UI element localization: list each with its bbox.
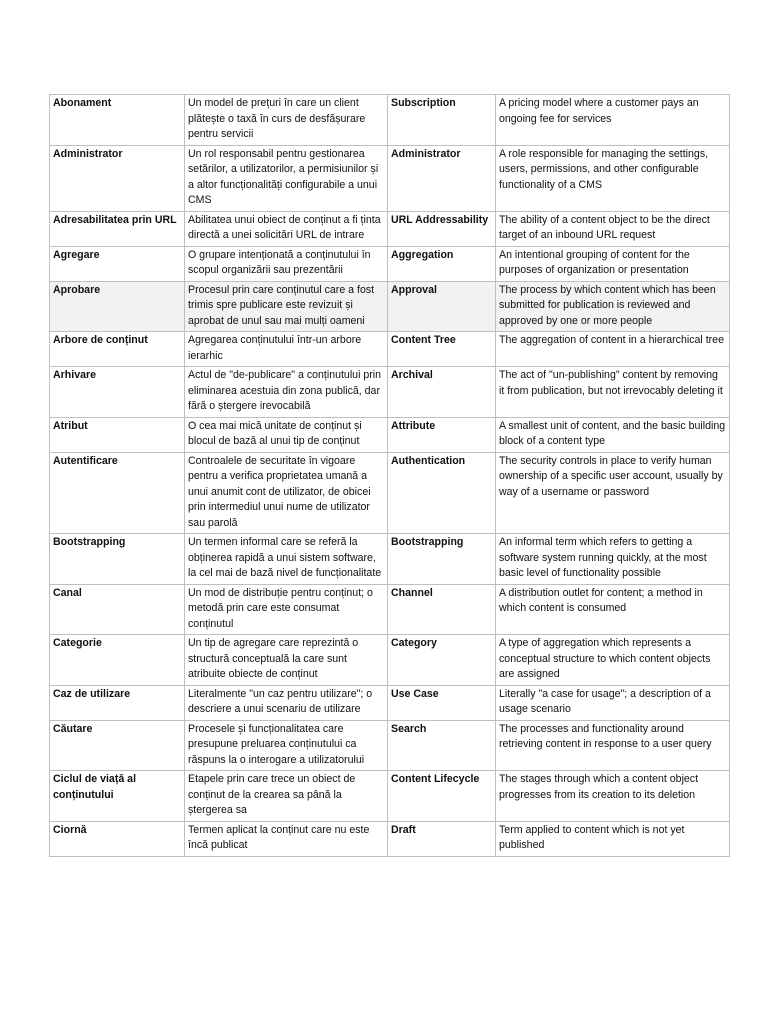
- table-row: [50, 720, 730, 771]
- ro-term-cell: Abonament: [50, 95, 185, 146]
- en-definition-cell: The process by which content which has been submitted for publication is reviewed and approved by one or more people: [496, 281, 730, 332]
- glossary-table: [49, 94, 730, 857]
- table-row: [50, 771, 730, 822]
- ro-term-cell: Administrator: [50, 145, 185, 211]
- en-definition-cell: A type of aggregation which represents a conceptual structure to which content objects are assigned: [496, 635, 730, 686]
- table-row: [50, 332, 730, 367]
- en-term-cell: Search: [388, 720, 496, 771]
- ro-term-cell: Agregare: [50, 246, 185, 281]
- en-definition-cell: Literally "a case for usage"; a description of a usage scenario: [496, 685, 730, 720]
- en-definition-cell: The processes and functionality around retrieving content in response to a user query: [496, 720, 730, 771]
- ro-term-cell: Caz de utilizare: [50, 685, 185, 720]
- ro-term-cell: Căutare: [50, 720, 185, 771]
- ro-term-cell: Autentificare: [50, 452, 185, 534]
- en-term-cell: Draft: [388, 821, 496, 856]
- ro-term-cell: Atribut: [50, 417, 185, 452]
- table-row: [50, 584, 730, 635]
- ro-definition-cell: Agregarea conținutului într-un arbore ierarhic: [185, 332, 388, 367]
- table-row: [50, 95, 730, 146]
- en-term-cell: Subscription: [388, 95, 496, 146]
- ro-definition-cell: Un rol responsabil pentru gestionarea setărilor, a utilizatorilor, a permisiunilor și a altor funcționalități configurabile a unui CMS: [185, 145, 388, 211]
- table-row: [50, 534, 730, 585]
- en-term-cell: URL Addressability: [388, 211, 496, 246]
- ro-definition-cell: Abilitatea unui obiect de conținut a fi ținta directă a unei solicitări URL de intrare: [185, 211, 388, 246]
- en-term-cell: Approval: [388, 281, 496, 332]
- en-definition-cell: A role responsible for managing the settings, users, permissions, and other configurable functionality of a CMS: [496, 145, 730, 211]
- en-definition-cell: The act of "un-publishing" content by removing it from publication, but not irrevocably deleting it: [496, 367, 730, 418]
- en-term-cell: Archival: [388, 367, 496, 418]
- en-definition-cell: Term applied to content which is not yet published: [496, 821, 730, 856]
- en-definition-cell: An informal term which refers to getting a software system running quickly, at the most basic level of functionality possible: [496, 534, 730, 585]
- ro-term-cell: Categorie: [50, 635, 185, 686]
- table-row: [50, 211, 730, 246]
- ro-term-cell: Ciclul de viață al conținutului: [50, 771, 185, 822]
- ro-term-cell: Arbore de conținut: [50, 332, 185, 367]
- table-row: [50, 685, 730, 720]
- en-term-cell: Bootstrapping: [388, 534, 496, 585]
- en-definition-cell: The security controls in place to verify human ownership of a specific user account, usually by way of a username or password: [496, 452, 730, 534]
- ro-definition-cell: Actul de "de-publicare" a conținutului prin eliminarea acestuia din zona publică, dar fără o ștergere irevocabilă: [185, 367, 388, 418]
- en-term-cell: Aggregation: [388, 246, 496, 281]
- ro-term-cell: Arhivare: [50, 367, 185, 418]
- en-definition-cell: The ability of a content object to be the direct target of an inbound URL request: [496, 211, 730, 246]
- en-term-cell: Administrator: [388, 145, 496, 211]
- en-term-cell: Content Tree: [388, 332, 496, 367]
- table-row: [50, 635, 730, 686]
- table-row: [50, 246, 730, 281]
- table-row: [50, 452, 730, 534]
- en-definition-cell: A smallest unit of content, and the basic building block of a content type: [496, 417, 730, 452]
- table-row: [50, 417, 730, 452]
- en-definition-cell: A pricing model where a customer pays an ongoing fee for services: [496, 95, 730, 146]
- ro-term-cell: Bootstrapping: [50, 534, 185, 585]
- ro-definition-cell: Procesele și funcționalitatea care presupune preluarea conținutului ca răspuns la o interogare a utilizatorului: [185, 720, 388, 771]
- ro-definition-cell: Etapele prin care trece un obiect de conținut de la crearea sa până la ștergerea sa: [185, 771, 388, 822]
- en-term-cell: Attribute: [388, 417, 496, 452]
- ro-definition-cell: Un termen informal care se referă la obținerea rapidă a unui sistem software, la cel mai de bază nivel de funcționalitate: [185, 534, 388, 585]
- ro-definition-cell: Un mod de distribuție pentru conținut; o metodă prin care este consumat conținutul: [185, 584, 388, 635]
- ro-definition-cell: Controalele de securitate în vigoare pentru a verifica proprietatea umană a unui anumit cont de utilizator, de obicei prin intermediul unui nume de utilizator sau parolă: [185, 452, 388, 534]
- ro-definition-cell: O grupare intenționată a conținutului în scopul organizării sau prezentării: [185, 246, 388, 281]
- ro-definition-cell: Un model de prețuri în care un client plătește o taxă în curs de desfășurare pentru servicii: [185, 95, 388, 146]
- ro-definition-cell: Un tip de agregare care reprezintă o structură conceptuală la care sunt atribuite obiecte de conținut: [185, 635, 388, 686]
- en-definition-cell: The stages through which a content object progresses from its creation to its deletion: [496, 771, 730, 822]
- en-definition-cell: A distribution outlet for content; a method in which content is consumed: [496, 584, 730, 635]
- en-definition-cell: The aggregation of content in a hierarchical tree: [496, 332, 730, 367]
- ro-definition-cell: Procesul prin care conținutul care a fost trimis spre publicare este revizuit și aprobat de unul sau mai mulți oameni: [185, 281, 388, 332]
- ro-term-cell: Aprobare: [50, 281, 185, 332]
- en-term-cell: Authentication: [388, 452, 496, 534]
- ro-term-cell: Ciornă: [50, 821, 185, 856]
- ro-definition-cell: O cea mai mică unitate de conținut și blocul de bază al unui tip de conținut: [185, 417, 388, 452]
- en-term-cell: Category: [388, 635, 496, 686]
- ro-definition-cell: Literalmente "un caz pentru utilizare"; o descriere a unui scenariu de utilizare: [185, 685, 388, 720]
- table-row: [50, 367, 730, 418]
- ro-term-cell: Adresabilitatea prin URL: [50, 211, 185, 246]
- ro-definition-cell: Termen aplicat la conținut care nu este încă publicat: [185, 821, 388, 856]
- en-definition-cell: An intentional grouping of content for the purposes of organization or presentation: [496, 246, 730, 281]
- ro-term-cell: Canal: [50, 584, 185, 635]
- table-row: [50, 281, 730, 332]
- en-term-cell: Use Case: [388, 685, 496, 720]
- table-row: [50, 821, 730, 856]
- table-row: [50, 145, 730, 211]
- en-term-cell: Channel: [388, 584, 496, 635]
- en-term-cell: Content Lifecycle: [388, 771, 496, 822]
